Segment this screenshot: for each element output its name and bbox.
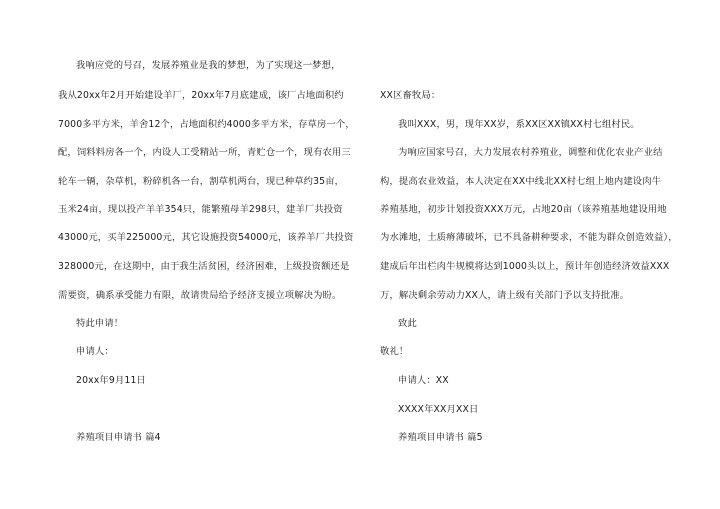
section-heading: 养殖项目申请书 篇4 xyxy=(76,432,161,443)
section-heading: 养殖项目申请书 篇5 xyxy=(398,432,483,443)
paragraph-line: 玉米24亩，现以投产羊羊354只，能繁殖母羊298只，建羊厂共投资 xyxy=(58,204,343,215)
closing-line: 特此申请！ xyxy=(76,318,124,329)
salutation-line: XX区畜牧局： xyxy=(380,90,441,101)
paragraph-line: 43000元，买羊225000元，其它设施投资54000元，该养羊厂共投资 xyxy=(58,232,354,243)
paragraph-line: 328000元，在这期中，由于我生活贫困，经济困难，上级投资额还是 xyxy=(58,261,350,272)
date-line: XXXX年XX月XX日 xyxy=(398,404,479,415)
paragraph-line: 万，解决剩余劳动力XX人，请上级有关部门予以支持批准。 xyxy=(380,290,630,301)
paragraph-line: 养殖基地，初步计划投资XXX万元，占地20亩（该养殖基地建设用地 xyxy=(380,204,667,215)
paragraph-line: 为响应国家号召，大力发展农村养殖业，调整和优化农业产业结 xyxy=(398,147,663,158)
paragraph-line: 我从20xx年2月开始建设羊厂，20xx年7月底建成，该厂占地面积约 xyxy=(58,90,344,101)
right-column xyxy=(360,0,720,509)
paragraph-line: 需要资，确系承受能力有限，故请贵局给予经济支援立项解决为盼。 xyxy=(58,290,342,301)
paragraph-line: 配，饲料料房各一个，内设人工受精站一所，青贮仓一个，现有农用三 xyxy=(58,147,351,158)
paragraph-line: 7000多平方米，羊舍12个，占地面积约4000多平方米，存草房一个， xyxy=(58,119,355,130)
closing-line: 敬礼！ xyxy=(380,346,409,357)
paragraph-line: 轮车一辆，杂草机，粉碎机各一台，割草机两台，现已种草约35亩， xyxy=(58,176,345,187)
paragraph-line: 我叫XXX，男，现年XX岁，系XX区XX镇XX村七组村民。 xyxy=(398,119,640,130)
paragraph-line: 为水滩地，土质瘠薄破坏，已不具备耕种要求，不能为群众创造效益）， xyxy=(380,232,678,243)
applicant-line: 申请人： xyxy=(76,346,114,357)
closing-line: 致此 xyxy=(398,318,417,329)
paragraph-line: 构，提高农业效益，本人决定在XX中线北XX村七组上地内建设肉牛 xyxy=(380,176,662,187)
paragraph-line: 建成后年出栏肉牛规模将达到1000头以上，预计年创造经济效益XXX xyxy=(380,261,670,272)
paragraph-line: 我响应党的号召，发展养殖业是我的梦想，为了实现这一梦想， xyxy=(76,60,341,71)
applicant-line: 申请人：XX xyxy=(398,375,449,386)
date-line: 20xx年9月11日 xyxy=(76,375,146,386)
